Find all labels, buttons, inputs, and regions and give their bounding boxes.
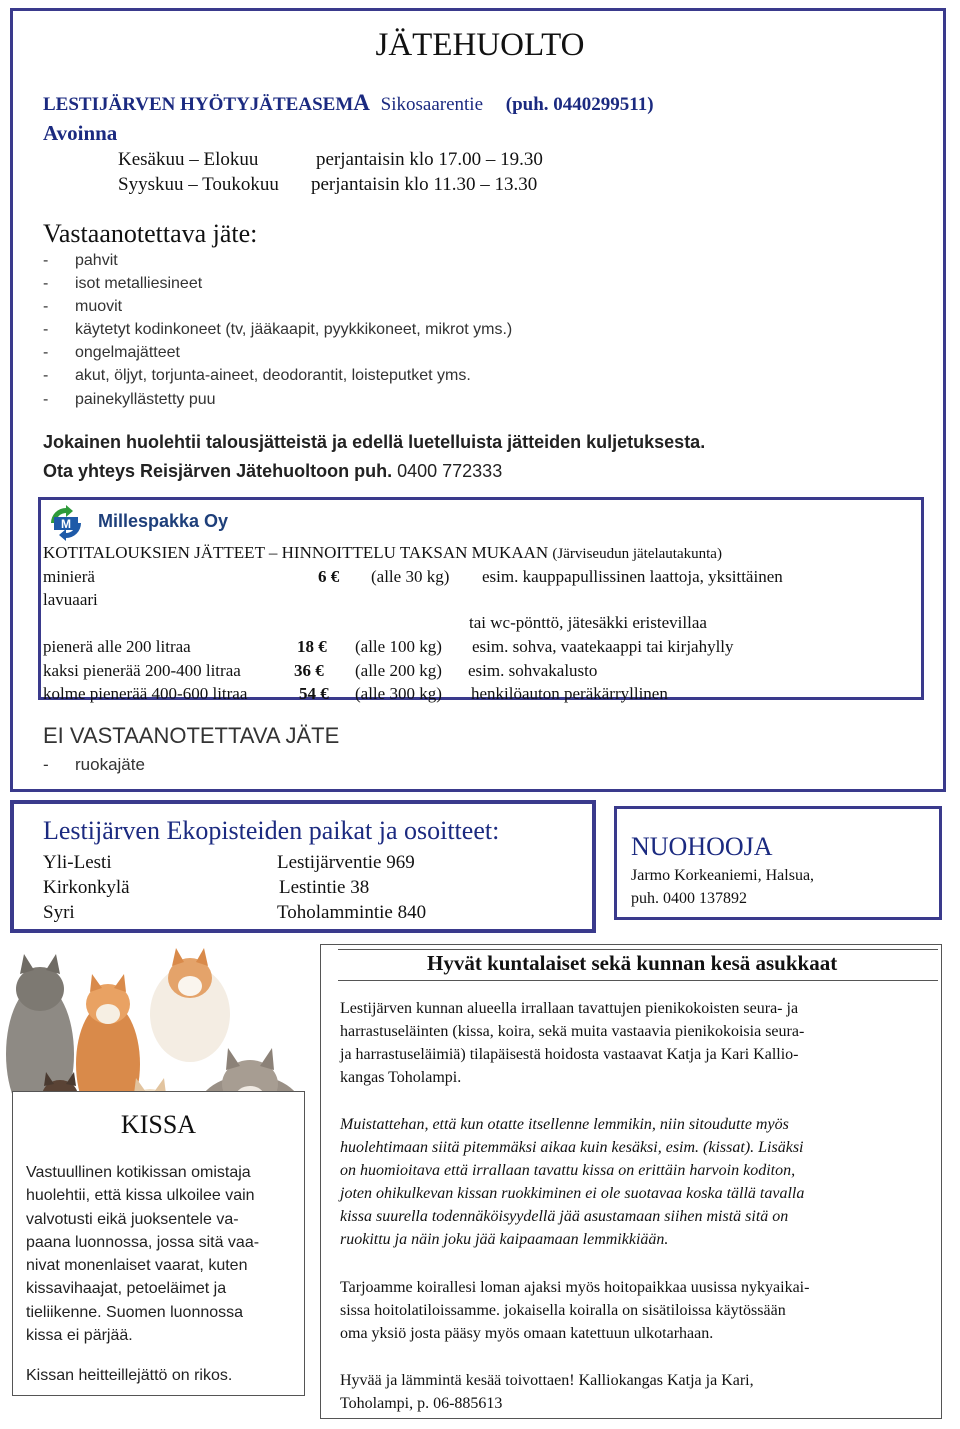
list-item: - ruokajäte bbox=[43, 755, 145, 774]
eko-heading: Lestijärven Ekopisteiden paikat ja osoitteet: bbox=[43, 816, 500, 845]
not-accepted-heading: EI VASTAANOTETTAVA JÄTE bbox=[43, 723, 340, 748]
list-item: - muovit bbox=[43, 298, 123, 315]
price-row-weight: (alle 300 kg) bbox=[355, 684, 442, 703]
hours-time: perjantaisin klo 11.30 – 13.30 bbox=[311, 174, 538, 195]
notice-contact: Ota yhteys Reisjärven Jätehuoltoon puh. bbox=[43, 461, 393, 481]
price-row-example: esim. kauppapullissinen laattoja, yksittäinen bbox=[482, 567, 783, 586]
page-title: JÄTEHUOLTO bbox=[375, 27, 585, 63]
nuohooja-phone: 0400 137892 bbox=[663, 890, 747, 907]
notice-phone: 0400 772333 bbox=[397, 461, 503, 481]
eko-place: Syri bbox=[43, 902, 75, 923]
price-row-price: 54 € bbox=[299, 684, 329, 703]
station-header bbox=[43, 90, 654, 116]
station-address: Sikosaarentie bbox=[380, 94, 483, 115]
price-row-weight: (alle 100 kg) bbox=[355, 637, 442, 656]
heading-underline bbox=[338, 980, 938, 981]
eko-address: Lestintie 38 bbox=[279, 877, 370, 898]
heading-underline bbox=[338, 949, 938, 950]
list-item: - pahvit bbox=[43, 252, 118, 269]
cats-paragraph-3: Tarjoamme koirallesi loman ajaksi myös hoitopaikkaa uusissa nykyaikai- sissa hoitolatiloissamme. jokaisella koiralla on sisätiloissa käytössään oma yksiö josta pääsy myös omaan katettuun ulkotarhaan. bbox=[340, 1279, 810, 1342]
notice-line-1: Jokainen huolehtii talousjätteistä ja edellä luetelluista jätteiden kuljetuksesta. bbox=[43, 432, 706, 452]
hours-row bbox=[118, 149, 258, 171]
nuohooja-phone-label: puh. bbox=[631, 890, 659, 907]
cats-paragraph-2: Muistattehan, että kun otatte itsellenne lemmikin, niin sitoudutte myös huolehtimaan siitä pitemmäksi aikaa kuin kesäksi, esim. (kissat). Lisäksi on huomioitava että irrallaan tavattu kissa on erittäin harvoin koditon, joten ohikulkevan kissan ruokkiminen ei ole suotavaa koska tällä tavalla kissa suurella todennäköisyydellä jää asustamaan siihen mistä sitä on ruokittu ja näin joku jää kaipaamaan lemmikkiään. bbox=[340, 1116, 805, 1248]
svg-text:M: M bbox=[61, 517, 71, 531]
eko-address: Lestijärventie 969 bbox=[277, 852, 415, 873]
millespakka-logo-icon bbox=[45, 505, 87, 541]
eko-place: Yli-Lesti bbox=[43, 852, 112, 873]
eko-address: Toholammintie 840 bbox=[277, 902, 427, 923]
hours-period: Kesäkuu – Elokuu bbox=[118, 149, 259, 170]
station-name-last: A bbox=[353, 90, 370, 115]
pricing-title: KOTITALOUKSIEN JÄTTEET – HINNOITTELU TAKSAN MUKAAN bbox=[43, 543, 549, 562]
cats-heading: Hyvät kuntalaiset sekä kunnan kesä asukkaat bbox=[427, 951, 838, 975]
price-row-price: 18 € bbox=[297, 637, 327, 656]
list-item: - ongelmajätteet bbox=[43, 344, 180, 361]
nuohooja-phone-row bbox=[631, 890, 747, 908]
station-phone: (puh. 0440299511) bbox=[505, 94, 654, 115]
nuohooja-heading: NUOHOOJA bbox=[631, 832, 773, 861]
list-item: - akut, öljyt, torjunta-aineet, deodorantit, loisteputket yms. bbox=[43, 367, 471, 384]
price-row-name: lavuaari bbox=[43, 590, 98, 609]
cats-paragraph-4: Hyvää ja lämmintä kesää toivottaen! Kalliokangas Katja ja Kari, Toholampi, p. 06-885613 bbox=[340, 1372, 754, 1412]
price-row-example: esim. sohva, vaatekaappi tai kirjahylly bbox=[472, 637, 734, 656]
price-row-price: 36 € bbox=[294, 661, 324, 680]
kissa-footer: Kissan heitteillejättö on rikos. bbox=[26, 1367, 233, 1384]
millespakka-logo-text: Millespakka Oy bbox=[98, 511, 229, 531]
price-row-example: henkilöauton peräkärryllinen bbox=[471, 684, 668, 703]
notice-line-2 bbox=[43, 461, 502, 482]
hours-time: perjantaisin klo 17.00 – 19.30 bbox=[316, 149, 543, 170]
price-row-weight: (alle 30 kg) bbox=[371, 567, 450, 586]
price-row-name: kolme pienerää 400-600 litraa bbox=[43, 684, 248, 703]
eko-place: Kirkonkylä bbox=[43, 877, 130, 898]
list-item: - isot metalliesineet bbox=[43, 275, 203, 292]
price-row-name: minierä bbox=[43, 567, 95, 586]
price-row-example: tai wc-pönttö, jätesäkki eristevillaa bbox=[469, 613, 707, 632]
station-name: LESTIJÄRVEN HYÖTYJÄTEASEM bbox=[43, 94, 354, 115]
hours-period: Syyskuu – Toukokuu bbox=[118, 174, 279, 195]
accepted-heading: Vastaanotettava jäte: bbox=[43, 219, 258, 248]
price-row-weight: (alle 200 kg) bbox=[355, 661, 442, 680]
open-heading: Avoinna bbox=[43, 121, 118, 145]
price-row-price: 6 € bbox=[318, 567, 340, 586]
list-item: - painekyllästetty puu bbox=[43, 391, 216, 408]
price-row-name: pienerä alle 200 litraa bbox=[43, 637, 191, 656]
pricing-note: (Järviseudun jätelautakunta) bbox=[552, 546, 722, 562]
pricing-heading bbox=[43, 543, 722, 563]
cats-paragraph-1: Lestijärven kunnan alueella irrallaan tavattujen pienikokoisten seura- ja harrastuseläinten (kissa, koira, sekä muita vastaavia pienikokoisia seura- ja harrastuseläimiä) tilapäisestä hoidosta vastaavat Katja ja Kari Kallio- kangas Toholampi. bbox=[340, 1000, 805, 1086]
kissa-heading: KISSA bbox=[120, 1110, 197, 1139]
price-row-name: kaksi pienerää 200-400 litraa bbox=[43, 661, 241, 680]
list-item: - käytetyt kodinkoneet (tv, jääkaapit, pyykkikoneet, mikrot yms.) bbox=[43, 321, 513, 338]
price-row-example: esim. sohvakalusto bbox=[468, 661, 598, 680]
nuohooja-name: Jarmo Korkeaniemi, Halsua, bbox=[631, 867, 815, 884]
kissa-text: Vastuullinen kotikissan omistaja huolehtii, että kissa ulkoilee vain valvotusti eikä juoksentele va- paana luonnossa, jossa sitä vaa- nivat monenlaiset vaarat, kuten kissavihaajat, petoeläimet ja tieliikenne. Suomen luonnossa kissa ei pärjää. bbox=[26, 1164, 260, 1345]
